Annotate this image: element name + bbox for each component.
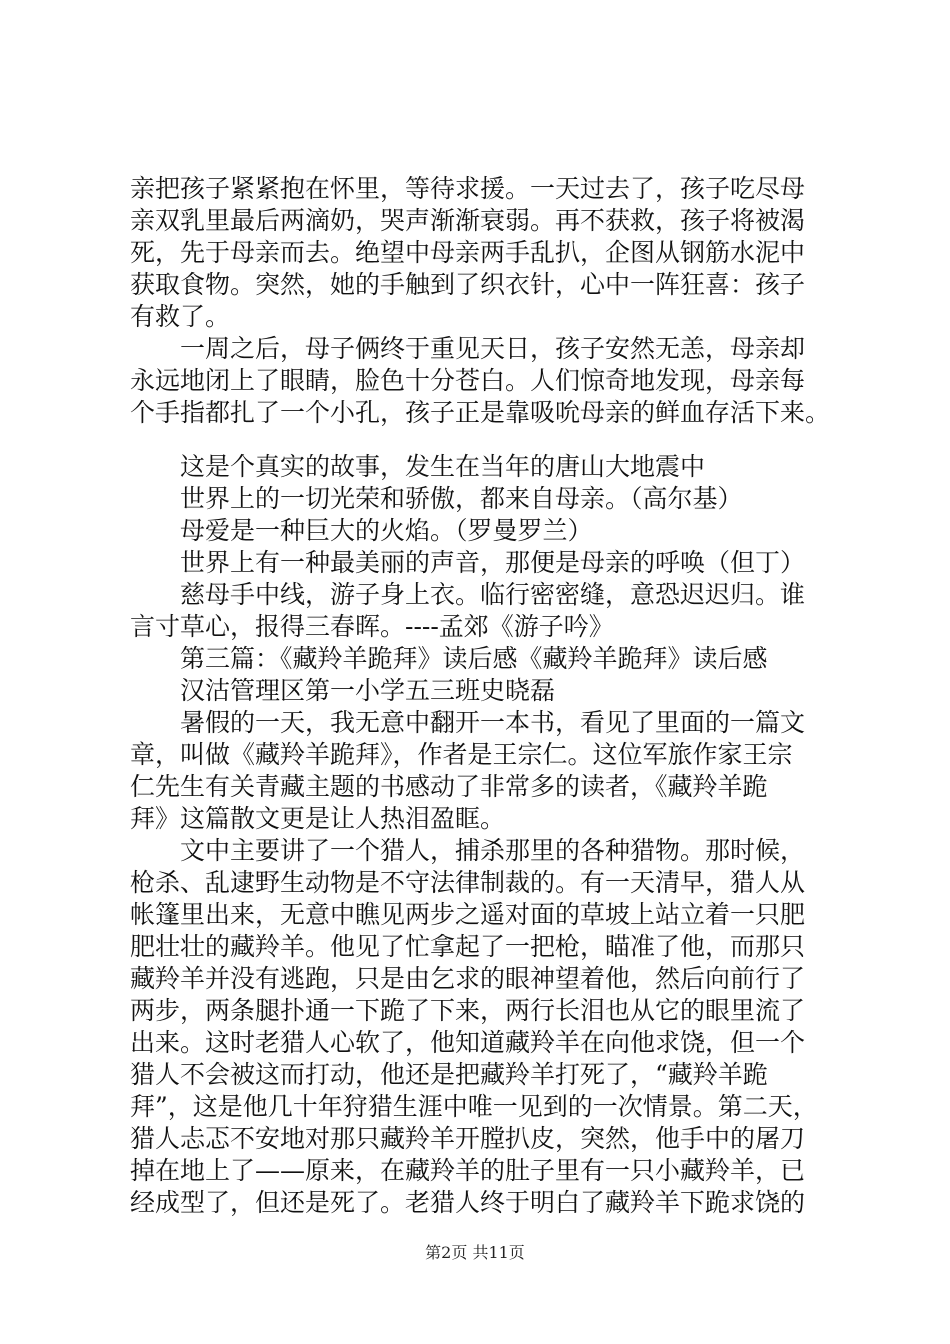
text-line: 亲双乳里最后两滴奶，哭声渐渐衰弱。再不获救，孩子将被渴 xyxy=(130,206,806,235)
text-line: 个手指都扎了一个小孔，孩子正是靠吸吮母亲的鲜血存活下来。 xyxy=(130,398,830,427)
text-line: 获取食物。突然，她的手触到了织衣针，心中一阵狂喜：孩子 xyxy=(130,270,806,299)
text-line: 经成型了，但还是死了。老猎人终于明白了藏羚羊下跪求饶的 xyxy=(130,1188,806,1217)
quote-line: 世界上有一种最美丽的声音，那便是母亲的呼唤（但丁） xyxy=(130,548,806,577)
text-line: 出来。这时老猎人心软了，他知道藏羚羊在向他求饶，但一个 xyxy=(130,1028,806,1057)
poem-line: 慈母手中线，游子身上衣。临行密密缝，意恐迟迟归。谁 xyxy=(130,580,806,609)
section-title: 第三篇：《藏羚羊跪拜》读后感《藏羚羊跪拜》读后感 xyxy=(130,644,768,673)
text-line: 亲把孩子紧紧抱在怀里，等待求援。一天过去了，孩子吃尽母 xyxy=(130,174,806,203)
text-line: 猎人忐忑不安地对那只藏羚羊开膛扒皮，突然，他手中的屠刀 xyxy=(130,1124,806,1153)
page-footer: 第2页 共11页 xyxy=(425,1243,525,1262)
text-line: 永远地闭上了眼睛，脸色十分苍白。人们惊奇地发现，母亲每 xyxy=(130,366,806,395)
text-line: 肥壮壮的藏羚羊。他见了忙拿起了一把枪，瞄准了他，而那只 xyxy=(130,932,806,961)
text-line: 死，先于母亲而去。绝望中母亲两手乱扒，企图从钢筋水泥中 xyxy=(130,238,806,267)
quote-line: 世界上的一切光荣和骄傲，都来自母亲。（高尔基） xyxy=(130,484,743,513)
text-line: 掉在地上了——原来，在藏羚羊的肚子里有一只小藏羚羊，已 xyxy=(130,1156,806,1185)
text-line: 仁先生有关青藏主题的书感动了非常多的读者，《藏羚羊跪 xyxy=(130,772,768,801)
text-line: 拜》这篇散文更是让人热泪盈眶。 xyxy=(130,804,506,833)
text-line: 章，叫做《藏羚羊跪拜》，作者是王宗仁。这位军旅作家王宗 xyxy=(130,740,793,769)
text-line: 枪杀、乱逮野生动物是不守法律制裁的。有一天清早，猎人从 xyxy=(130,868,806,897)
text-line: 有救了。 xyxy=(130,302,231,331)
poem-line: 言寸草心，报得三春晖。----孟郊《游子吟》 xyxy=(130,612,614,641)
text-line: 文中主要讲了一个猎人，捕杀那里的各种猎物。那时候， xyxy=(130,836,806,865)
quote-line: 母爱是一种巨大的火焰。（罗曼罗兰） xyxy=(130,516,593,545)
text-line: 藏羚羊并没有逃跑，只是由乞求的眼神望着他，然后向前行了 xyxy=(130,964,806,993)
text-line: 帐篷里出来，无意中瞧见两步之遥对面的草坡上站立着一只肥 xyxy=(130,900,806,929)
text-line: 一周之后，母子俩终于重见天日，孩子安然无恙，母亲却 xyxy=(130,334,806,363)
text-line: 这是个真实的故事，发生在当年的唐山大地震中 xyxy=(130,452,706,481)
text-line: 暑假的一天，我无意中翻开一本书，看见了里面的一篇文 xyxy=(130,708,806,737)
body-text xyxy=(130,173,830,1219)
paragraph-gap xyxy=(130,429,830,451)
author-line: 汉沽管理区第一小学五三班史晓磊 xyxy=(130,676,556,705)
text-line: 两步，两条腿扑通一下跪了下来，两行长泪也从它的眼里流了 xyxy=(130,996,806,1025)
text-line: 拜”，这是他几十年狩猎生涯中唯一见到的一次情景。第二天， xyxy=(130,1092,818,1121)
text-line: 猎人不会被这而打动，他还是把藏羚羊打死了，“藏羚羊跪 xyxy=(130,1060,768,1089)
